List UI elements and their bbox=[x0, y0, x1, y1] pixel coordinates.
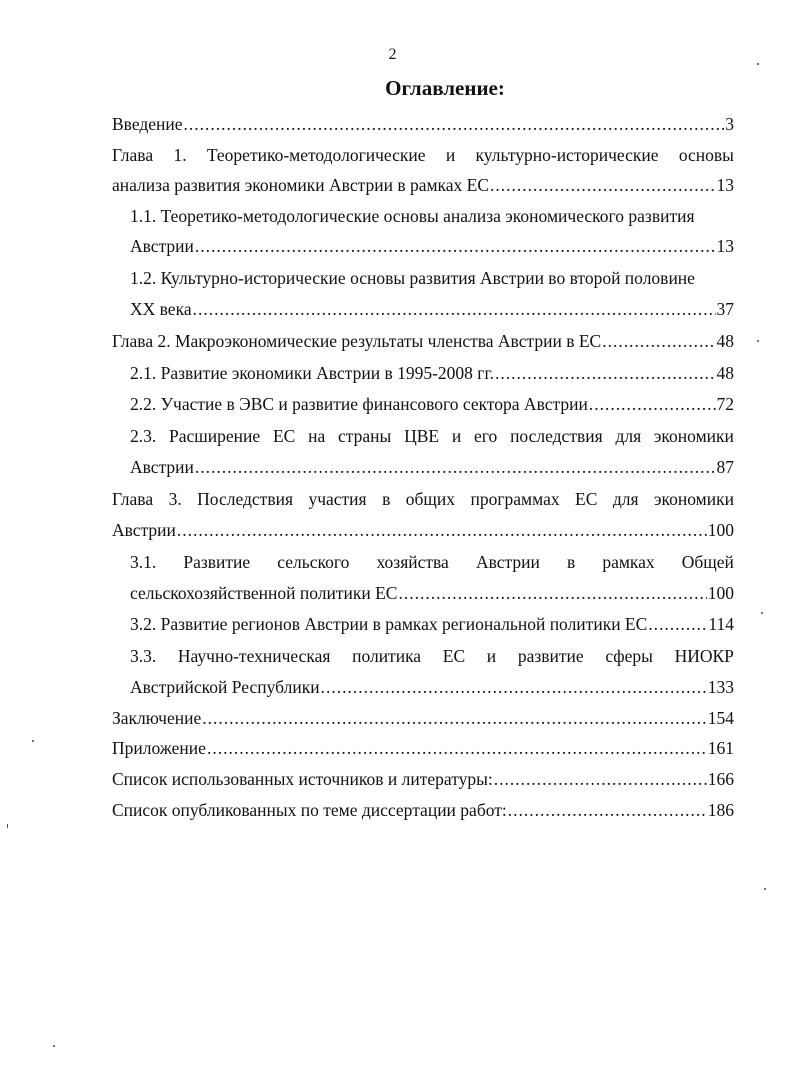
toc-entry-publications: Список опубликованных по теме диссертации работ: ..... 186 bbox=[112, 795, 734, 825]
toc-entry-section-2-2: 2.2. Участие в ЭВС и развитие финансового сектора Австрии ..... 72 bbox=[130, 389, 734, 419]
scan-speck bbox=[32, 740, 34, 742]
scan-speck bbox=[757, 340, 759, 342]
toc-entry-section-3-1-line-1: 3.1. Развитие сельского хозяйства Австрии в рамках Общей bbox=[130, 552, 734, 572]
toc-entry-section-3-3-line-2: Австрийской Республики ..... 133 bbox=[130, 672, 734, 702]
toc-entry-chapter-3-line-1: Глава 3. Последствия участия в общих программах ЕС для экономики bbox=[112, 489, 734, 509]
toc-entry-chapter-1-line-2: анализа развития экономики Австрии в рамках ЕС ..... 13 bbox=[112, 170, 734, 200]
scan-speck bbox=[761, 612, 763, 614]
toc-entry-section-2-3-line-1: 2.3. Расширение ЕС на страны ЦВЕ и его последствия для экономики bbox=[130, 426, 734, 446]
toc-entry-sources: Список использованных источников и литературы: ..... 166 bbox=[112, 764, 734, 794]
toc-entry-introduction: Введение ..... 3 bbox=[112, 109, 734, 139]
toc-entry-appendix: Приложение ..... 161 bbox=[112, 733, 734, 763]
toc-entry-section-1-1-line-2: Австрии ..... 13 bbox=[130, 231, 734, 261]
scan-speck bbox=[757, 63, 759, 65]
scan-speck bbox=[764, 888, 766, 890]
toc-entry-section-3-2: 3.2. Развитие регионов Австрии в рамках региональной политики ЕС ..... 114 bbox=[130, 609, 734, 639]
toc-entry-section-1-2-line-2: XX века ..... 37 bbox=[130, 294, 734, 324]
toc-entry-section-2-1: 2.1. Развитие экономики Австрии в 1995-2008 гг. ..... 48 bbox=[130, 358, 734, 388]
toc-title: Оглавление: bbox=[385, 76, 505, 100]
toc-entry-conclusion: Заключение ..... 154 bbox=[112, 703, 734, 733]
toc-entry-section-2-3-line-2: Австрии ..... 87 bbox=[130, 452, 734, 482]
toc-entry-chapter-3-line-2: Австрии ..... 100 bbox=[112, 515, 734, 545]
scan-speck bbox=[53, 1045, 55, 1047]
toc-entry-section-3-1-line-2: сельскохозяйственной политики ЕС ..... 100 bbox=[130, 578, 734, 608]
toc-entry-section-1-2-line-1: 1.2. Культурно-исторические основы развития Австрии во второй половине bbox=[130, 268, 695, 288]
toc-entry-chapter-1-line-1: Глава 1. Теоретико-методологические и культурно-исторические основы bbox=[112, 145, 734, 165]
toc-entry-chapter-2: Глава 2. Макроэкономические результаты членства Австрии в ЕС ..... 48 bbox=[112, 326, 734, 356]
toc-entry-section-1-1-line-1: 1.1. Теоретико-методологические основы анализа экономического развития bbox=[130, 206, 695, 226]
page-number: 2 bbox=[388, 46, 397, 63]
toc-entry-section-3-3-line-1: 3.3. Научно-техническая политика ЕС и развитие сферы НИОКР bbox=[130, 646, 734, 666]
scan-speck bbox=[7, 824, 8, 828]
